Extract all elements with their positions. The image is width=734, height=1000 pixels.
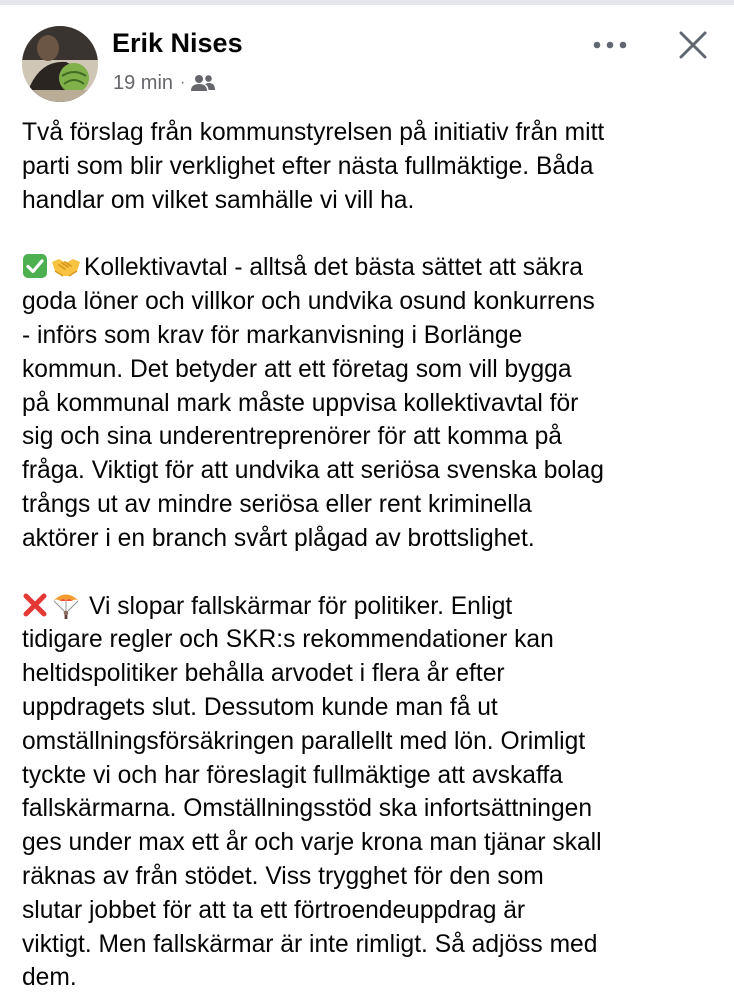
- text-line: tyckte vi och har föreslagit fullmäktige att avskaffa: [22, 761, 563, 789]
- text-line: omställningsförsäkringen parallellt med lön. Orimligt: [22, 727, 586, 755]
- parachute-emoji-icon: [51, 590, 81, 620]
- more-horizontal-icon: [593, 41, 627, 49]
- text-line: ges under max ett år och varje krona man tjänar skall: [22, 829, 602, 857]
- text-line: parti som blir verklighet efter nästa fullmäktige. Båda: [22, 152, 594, 180]
- text-line: Två förslag från kommunstyrelsen på initiativ från mitt: [22, 119, 605, 146]
- text-line: handlar om vilket samhälle vi vill ha.: [22, 186, 415, 214]
- text-line: kommun. Det betyder att ett företag som vill bygga: [22, 355, 572, 383]
- text-line: aktörer i en branch svårt plågad av brottslighet.: [22, 524, 535, 552]
- more-options-button[interactable]: [588, 30, 632, 60]
- text-line: dem.: [22, 964, 77, 992]
- post-meta: [113, 68, 215, 98]
- text-line: - införs som krav för markanvisning i Borlänge: [22, 321, 523, 349]
- paragraph-golden-parachutes: [22, 590, 722, 996]
- text-line: fråga. Viktigt för att undvika att seriösa svenska bolag: [22, 457, 604, 485]
- text-line: tidigare regler och SKR:s rekommendationer kan: [22, 626, 554, 654]
- text-line: fallskärmarna. Omställningsstöd ska infortsättningen: [22, 795, 593, 823]
- close-button[interactable]: [672, 24, 714, 66]
- text-line: goda löner och villkor och undvika osund konkurrens: [22, 288, 595, 316]
- top-divider: [0, 0, 734, 5]
- friends-icon: [191, 73, 215, 93]
- post-header: [22, 24, 712, 104]
- cross-mark-emoji-icon: [22, 592, 48, 618]
- text-line: på kommunal mark måste uppvisa kollektivavtal för: [22, 389, 579, 417]
- text-line: slutar jobbet för att ta ett förtroendeuppdrag är: [22, 896, 526, 924]
- paragraph-intro: [22, 116, 722, 217]
- handshake-emoji-icon: [51, 253, 81, 279]
- check-mark-emoji-icon: [22, 253, 48, 279]
- text-line: Kollektivavtal - alltså det bästa sättet att säkra: [84, 254, 583, 282]
- text-line: viktigt. Men fallskärmar är inte rimligt. Så adjöss med: [22, 930, 598, 958]
- text-line: trångs ut av mindre seriösa eller rent kriminella: [22, 490, 532, 518]
- avatar-photo-icon: [22, 26, 98, 102]
- meta-separator: ·: [180, 74, 186, 91]
- author-name[interactable]: Erik Nises: [112, 28, 243, 58]
- text-line: Vi slopar fallskärmar för politiker. Enligt: [89, 592, 513, 620]
- close-icon: [678, 30, 708, 60]
- text-line: heltidspolitiker behålla arvodet i flera år efter: [22, 660, 505, 688]
- text-line: räknas av från stödet. Viss trygghet för den som: [22, 862, 544, 890]
- post-time[interactable]: 19 min: [113, 71, 174, 94]
- text-line: sig och sina underentreprenörer för att komma på: [22, 423, 562, 451]
- author-avatar[interactable]: [22, 26, 98, 102]
- text-line: uppdragets slut. Dessutom kunde man få ut: [22, 693, 498, 721]
- post-text: [22, 116, 722, 1000]
- paragraph-collective-agreement: [22, 251, 722, 555]
